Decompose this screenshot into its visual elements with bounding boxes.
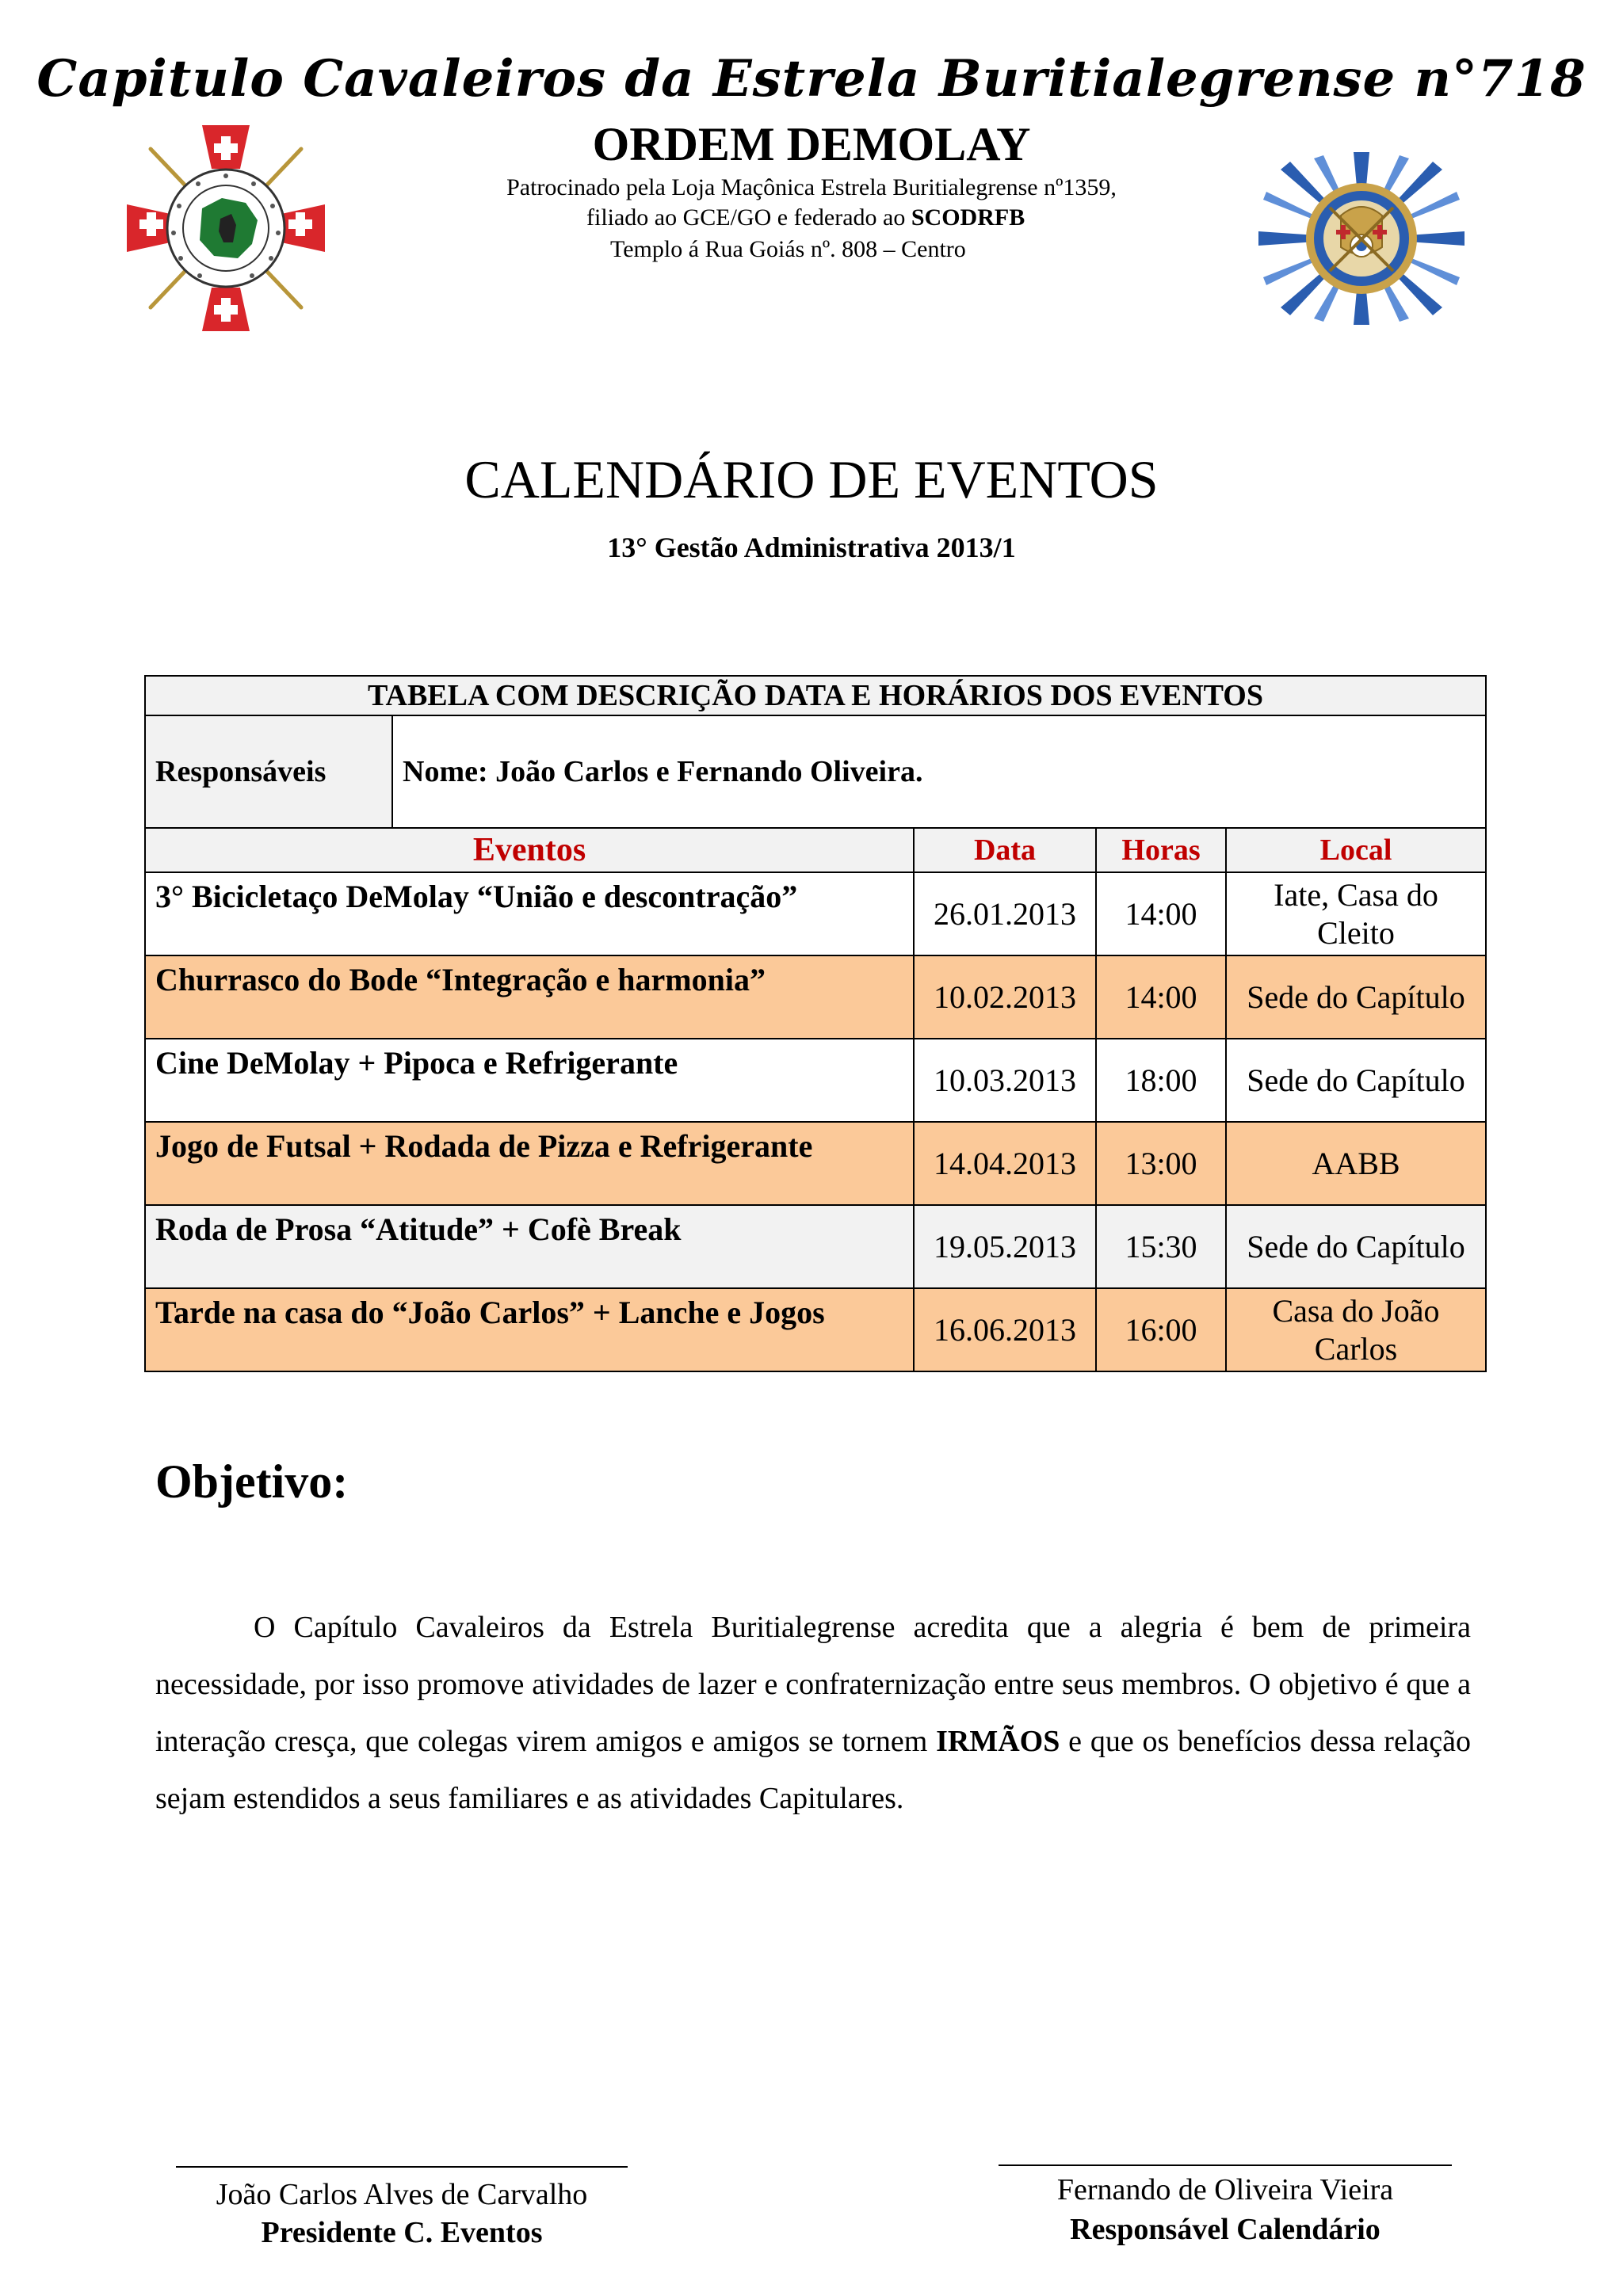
column-header-eventos: Eventos [145, 828, 914, 872]
event-date: 10.02.2013 [914, 955, 1096, 1039]
calendar-subtitle: 13° Gestão Administrativa 2013/1 [607, 532, 1016, 563]
table-row [145, 872, 1486, 955]
chapter-title: Capitulo Cavaleiros da Estrela Buritialegrense n°718 [36, 49, 1587, 109]
event-name: Jogo de Futsal + Rodada de Pizza e Refrigerante [145, 1122, 914, 1205]
demolay-medal-emblem-icon [1258, 152, 1465, 325]
column-header-data: Data [914, 828, 1096, 872]
signature-left-name: João Carlos Alves de Carvalho [216, 2178, 588, 2211]
table-caption: TABELA COM DESCRIÇÃO DATA E HORÁRIOS DOS EVENTOS [145, 676, 1486, 715]
table-row [145, 1122, 1486, 1205]
event-name: Roda de Prosa “Atitude” + Cofè Break [145, 1205, 914, 1288]
event-date: 10.03.2013 [914, 1039, 1096, 1122]
event-time: 15:30 [1096, 1205, 1226, 1288]
event-local: Sede do Capítulo [1226, 1039, 1486, 1122]
column-header-horas: Horas [1096, 828, 1226, 872]
table-row [145, 1205, 1486, 1288]
sponsor-line-2-text: filiado ao GCE/GO e federado ao [586, 204, 911, 231]
sponsor-line-3: Templo á Rua Goiás nº. 808 – Centro [610, 236, 966, 262]
objective-heading: Objetivo: [155, 1455, 349, 1508]
event-local: Sede do Capítulo [1226, 1205, 1486, 1288]
chapter-cross-emblem-icon [127, 125, 325, 331]
sponsor-line-1: Patrocinado pela Loja Maçônica Estrela Buritialegrense nº1359, [506, 174, 1117, 200]
responsaveis-label: Responsáveis [145, 715, 392, 828]
event-time: 18:00 [1096, 1039, 1226, 1122]
event-name: Tarde na casa do “João Carlos” + Lanche e Jogos [145, 1288, 914, 1371]
event-local: Casa do João Carlos [1226, 1288, 1486, 1371]
signature-line-left [176, 2166, 628, 2168]
signature-right-role: Responsável Calendário [1070, 2213, 1381, 2246]
events-table [144, 675, 1487, 1372]
event-name: Cine DeMolay + Pipoca e Refrigerante [145, 1039, 914, 1122]
column-header-local: Local [1226, 828, 1486, 872]
event-local: Iate, Casa do Cleito [1226, 872, 1486, 955]
objective-text-part1: O Capítulo Cavaleiros da Estrela Buritialegrense acredita que a alegria é bem de primeira necessidade, por isso promove atividades de lazer e confraternização entre seus membros. O objetivo é que a interação cresça, que colegas virem amigos e amigos se tornem [155, 1611, 1471, 1758]
signature-right-name: Fernando de Oliveira Vieira [1056, 2173, 1394, 2206]
event-date: 16.06.2013 [914, 1288, 1096, 1371]
event-time: 13:00 [1096, 1122, 1226, 1205]
event-local: Sede do Capítulo [1226, 955, 1486, 1039]
event-date: 26.01.2013 [914, 872, 1096, 955]
responsaveis-name: Nome: João Carlos e Fernando Oliveira. [392, 715, 1486, 828]
event-local: AABB [1226, 1122, 1486, 1205]
event-name: 3° Bicicletaço DeMolay “União e descontração” [145, 872, 914, 955]
order-title: ORDEM DEMOLAY [592, 118, 1031, 170]
signature-left-role: Presidente C. Eventos [261, 2216, 543, 2249]
objective-paragraph [155, 1599, 1471, 1827]
table-row [145, 955, 1486, 1039]
event-date: 14.04.2013 [914, 1122, 1096, 1205]
sponsor-federation: SCODRFB [911, 204, 1025, 231]
event-name: Churrasco do Bode “Integração e harmonia” [145, 955, 914, 1039]
objective-text-part2: e que os benefícios dessa relação sejam estendidos a seus familiares e as atividades Capitulares. [155, 1725, 1471, 1815]
event-date: 19.05.2013 [914, 1205, 1096, 1288]
event-time: 14:00 [1096, 872, 1226, 955]
signature-line-right [999, 2164, 1452, 2166]
objective-text-bold: IRMÃOS [936, 1725, 1060, 1758]
event-time: 14:00 [1096, 955, 1226, 1039]
sponsor-line-2 [586, 204, 1025, 231]
event-time: 16:00 [1096, 1288, 1226, 1371]
table-row [145, 1288, 1486, 1371]
calendar-title: CALENDÁRIO DE EVENTOS [464, 449, 1159, 509]
table-row [145, 1039, 1486, 1122]
